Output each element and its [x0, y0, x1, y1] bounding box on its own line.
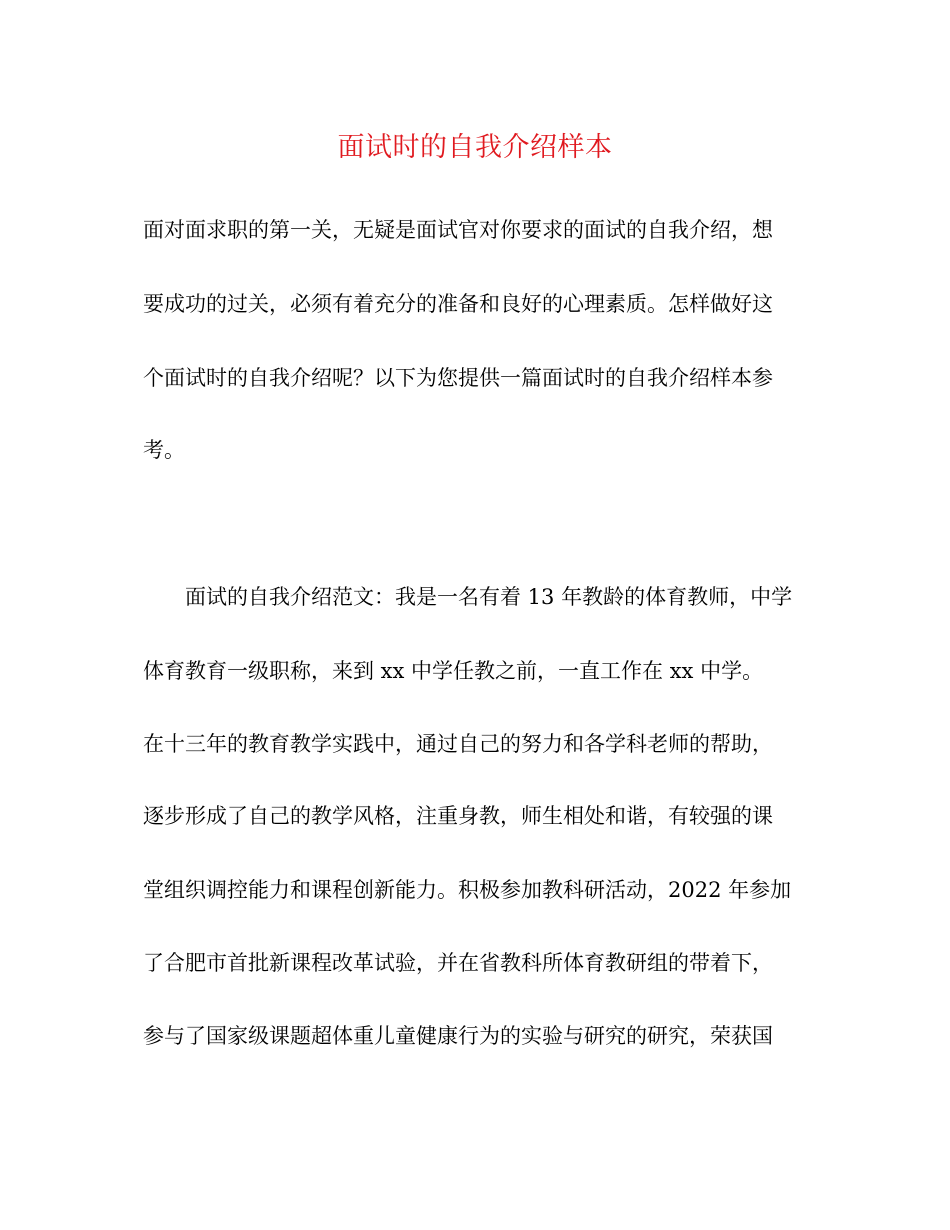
paragraph-2-line-5: 堂组织调控能力和课程创新能力。积极参加教科研活动，2022 年参加: [143, 878, 792, 902]
paragraph-2-line-4: 逐步形成了自己的教学风格，注重身教，师生相处和谐，有较强的课: [143, 804, 773, 828]
paragraph-2-line-6: 了合肥市首批新课程改革试验，并在省教科所体育教研组的带着下，: [143, 951, 773, 975]
paragraph-1-line-1: 面对面求职的第一关，无疑是面试官对你要求的面试的自我介绍，想: [143, 218, 773, 242]
paragraph-1-line-3: 个面试时的自我介绍呢？以下为您提供一篇面试时的自我介绍样本参: [143, 366, 773, 390]
paragraph-2-line-7: 参与了国家级课题超体重儿童健康行为的实验与研究的研究，荣获国: [143, 1024, 773, 1048]
document-title: 面试时的自我介绍样本: [337, 132, 613, 163]
paragraph-2-line-3: 在十三年的教育教学实践中，通过自己的努力和各学科老师的帮助，: [143, 732, 773, 756]
paragraph-1-line-4: 考。: [143, 438, 185, 462]
paragraph-1-line-2: 要成功的过关，必须有着充分的准备和良好的心理素质。怎样做好这: [143, 292, 773, 316]
paragraph-2-line-1: 面试的自我介绍范文：我是一名有着 13 年教龄的体育教师，中学: [185, 585, 793, 609]
paragraph-2-line-2: 体育教育一级职称，来到 xx 中学任教之前，一直工作在 xx 中学。: [143, 659, 764, 683]
